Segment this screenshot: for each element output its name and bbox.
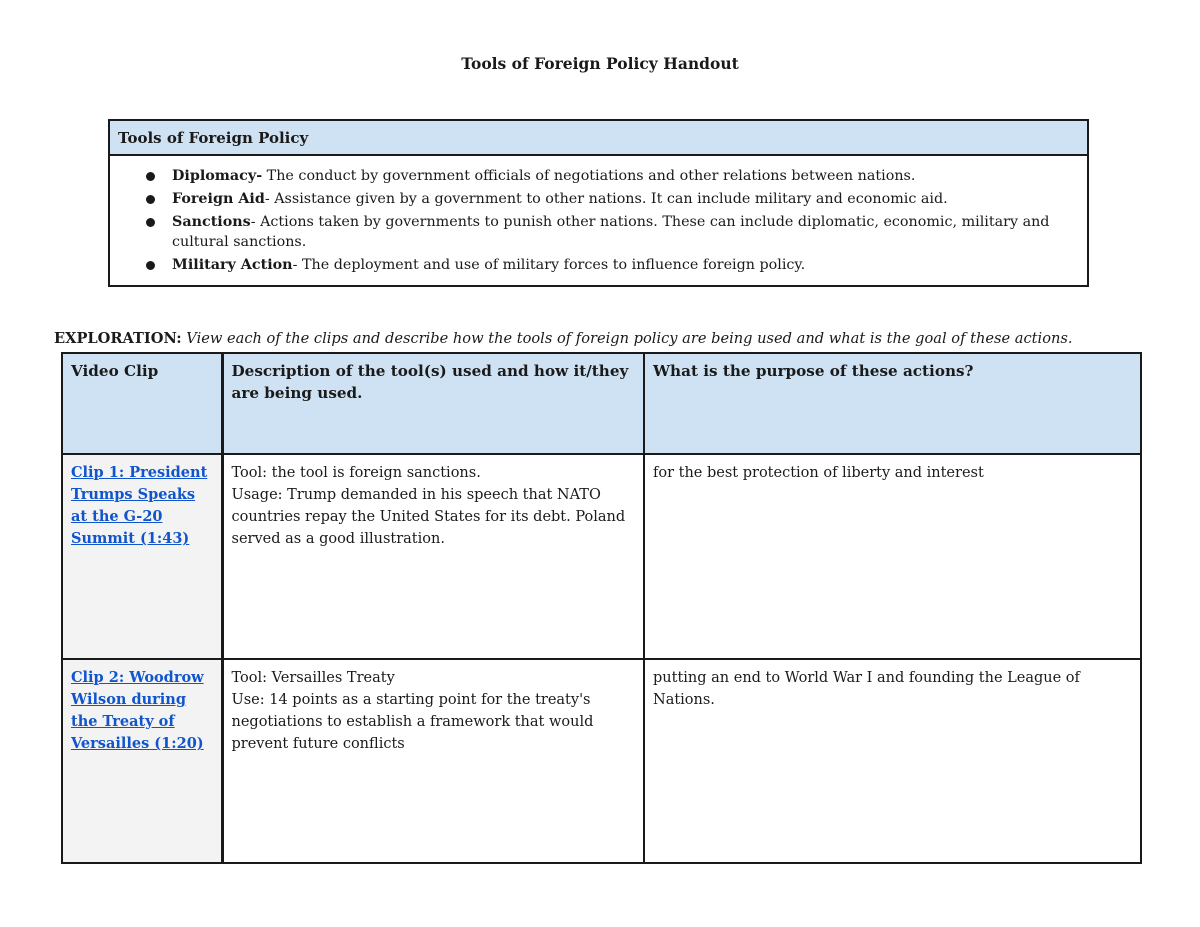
bullet-icon (146, 218, 155, 227)
purpose-text: putting an end to World War I and founding the League of Nations. (653, 670, 1080, 708)
page-title: Tools of Foreign Policy Handout (461, 54, 739, 73)
list-item (110, 190, 1087, 210)
bullet-icon (146, 261, 155, 270)
bullet-icon (146, 172, 155, 181)
table-header-row (62, 353, 1141, 454)
header-description: Description of the tool(s) used and how it/they are being used. (222, 353, 644, 454)
tools-of-foreign-policy-box (108, 119, 1089, 287)
clip-cell (62, 454, 222, 659)
description-tool: Tool: the tool is foreign sanctions. (231, 465, 481, 481)
bullet-icon (146, 195, 155, 204)
exploration-text: View each of the clips and describe how the tools of foreign policy are being used and what is the goal of these actions. (186, 330, 1073, 347)
exploration-label: EXPLORATION: (54, 330, 182, 347)
list-item (110, 167, 1087, 187)
tool-term: Diplomacy- (172, 168, 263, 184)
header-video-clip: Video Clip (62, 353, 222, 454)
tool-definition: The conduct by government officials of negotiations and other relations between nations. (262, 168, 916, 184)
tools-box-heading: Tools of Foreign Policy (110, 121, 1087, 156)
tool-definition: - The deployment and use of military forces to influence foreign policy. (292, 256, 806, 273)
clip-1-link[interactable]: Clip 1: President Trumps Speaks at the G-20 Summit (1:43) (71, 464, 208, 547)
purpose-text: for the best protection of liberty and interest (653, 465, 984, 481)
tool-definition: - Actions taken by governments to punish other nations. These can include diplomatic, economic, military and cultural sanctions. (172, 214, 1050, 250)
exploration-instructions (54, 330, 1073, 347)
tool-term: Military Action (172, 256, 293, 273)
description-usage: Usage: Trump demanded in his speech that NATO countries repay the United States for its debt. Poland served as a good illustration. (231, 487, 626, 547)
description-cell[interactable] (222, 659, 644, 863)
list-item (110, 213, 1087, 252)
clip-2-link[interactable]: Clip 2: Woodrow Wilson during the Treaty of Versailles (1:20) (71, 669, 204, 752)
tool-term: Foreign Aid (172, 191, 265, 207)
list-item (110, 256, 1087, 276)
clip-cell (62, 659, 222, 863)
description-usage: Use: 14 points as a starting point for the treaty's negotiations to establish a framework that would prevent future conflicts (231, 692, 594, 752)
purpose-cell[interactable] (644, 659, 1141, 863)
tools-list (110, 156, 1087, 275)
tool-term: Sanctions (172, 214, 251, 230)
purpose-cell[interactable] (644, 454, 1141, 659)
header-purpose: What is the purpose of these actions? (644, 353, 1141, 454)
description-tool: Tool: Versailles Treaty (231, 670, 395, 686)
tool-definition: - Assistance given by a government to other nations. It can include military and economic aid. (264, 191, 948, 207)
description-cell[interactable] (222, 454, 644, 659)
table-row (62, 659, 1141, 863)
video-clip-table (61, 352, 1142, 864)
table-row (62, 454, 1141, 659)
